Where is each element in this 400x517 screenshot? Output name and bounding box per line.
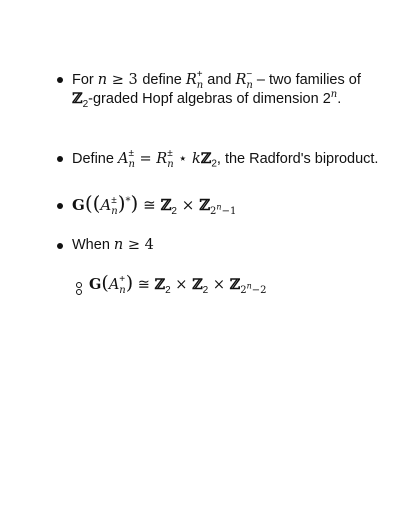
sub-bullet-marker xyxy=(76,289,82,295)
bullet-4: When n ≥ 4 xyxy=(72,237,154,253)
bullet-4-sub-1: G(A+ n) ≅ ℤ$_2$ × ℤ$_2$ × ℤ$_{2^n-2}$ xyxy=(89,272,267,297)
bullet-1-line-2: ℤ$_2$-graded Hopf algebras of dimension 2$^n$. xyxy=(72,89,342,110)
bullet-marker xyxy=(57,156,63,162)
bullet-marker xyxy=(57,243,63,249)
bullet-1-line-1: For n ≥ 3 define R+ n and R− n – two families of xyxy=(72,69,361,91)
sub-bullet-marker xyxy=(76,282,82,288)
bullet-2: Define A± n = R± n ⋆ kℤ$_2$, the Radford's biproduct. xyxy=(72,148,379,170)
bullet-marker xyxy=(57,77,63,83)
bullet-3: G((A± n)*) ≅ ℤ$_2$ × ℤ$_{2^n-1}$ xyxy=(72,191,237,218)
bullet-marker xyxy=(57,203,63,209)
